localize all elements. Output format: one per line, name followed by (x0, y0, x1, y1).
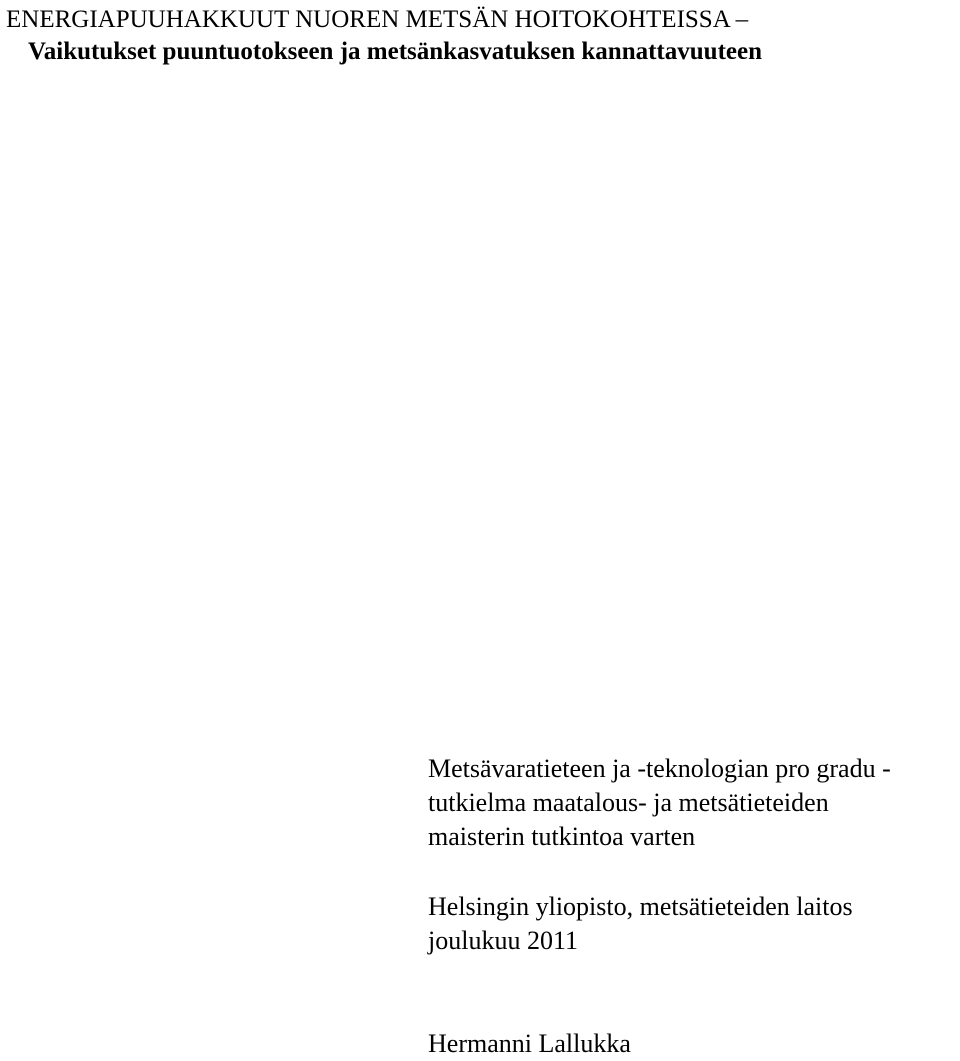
author-name: Hermanni Lallukka (428, 1029, 631, 1058)
thesis-description (428, 752, 958, 854)
thesis-line-1: Metsävaratieteen ja -teknologian pro gradu - (428, 754, 891, 783)
document-date: joulukuu 2011 (428, 926, 578, 955)
thesis-line-2: tutkielma maatalous- ja metsätieteiden (428, 788, 829, 817)
document-subtitle: Vaikutukset puuntuotokseen ja metsänkasvatuksen kannattavuuteen (28, 38, 762, 65)
thesis-line-3: maisterin tutkintoa varten (428, 822, 696, 851)
institution-block (428, 890, 958, 958)
title-block (6, 4, 956, 68)
document-title: ENERGIAPUUHAKKUUT NUOREN METSÄN HOITOKOHTEISSA – (6, 6, 749, 33)
institution-name: Helsingin yliopisto, metsätieteiden laitos (428, 892, 853, 921)
